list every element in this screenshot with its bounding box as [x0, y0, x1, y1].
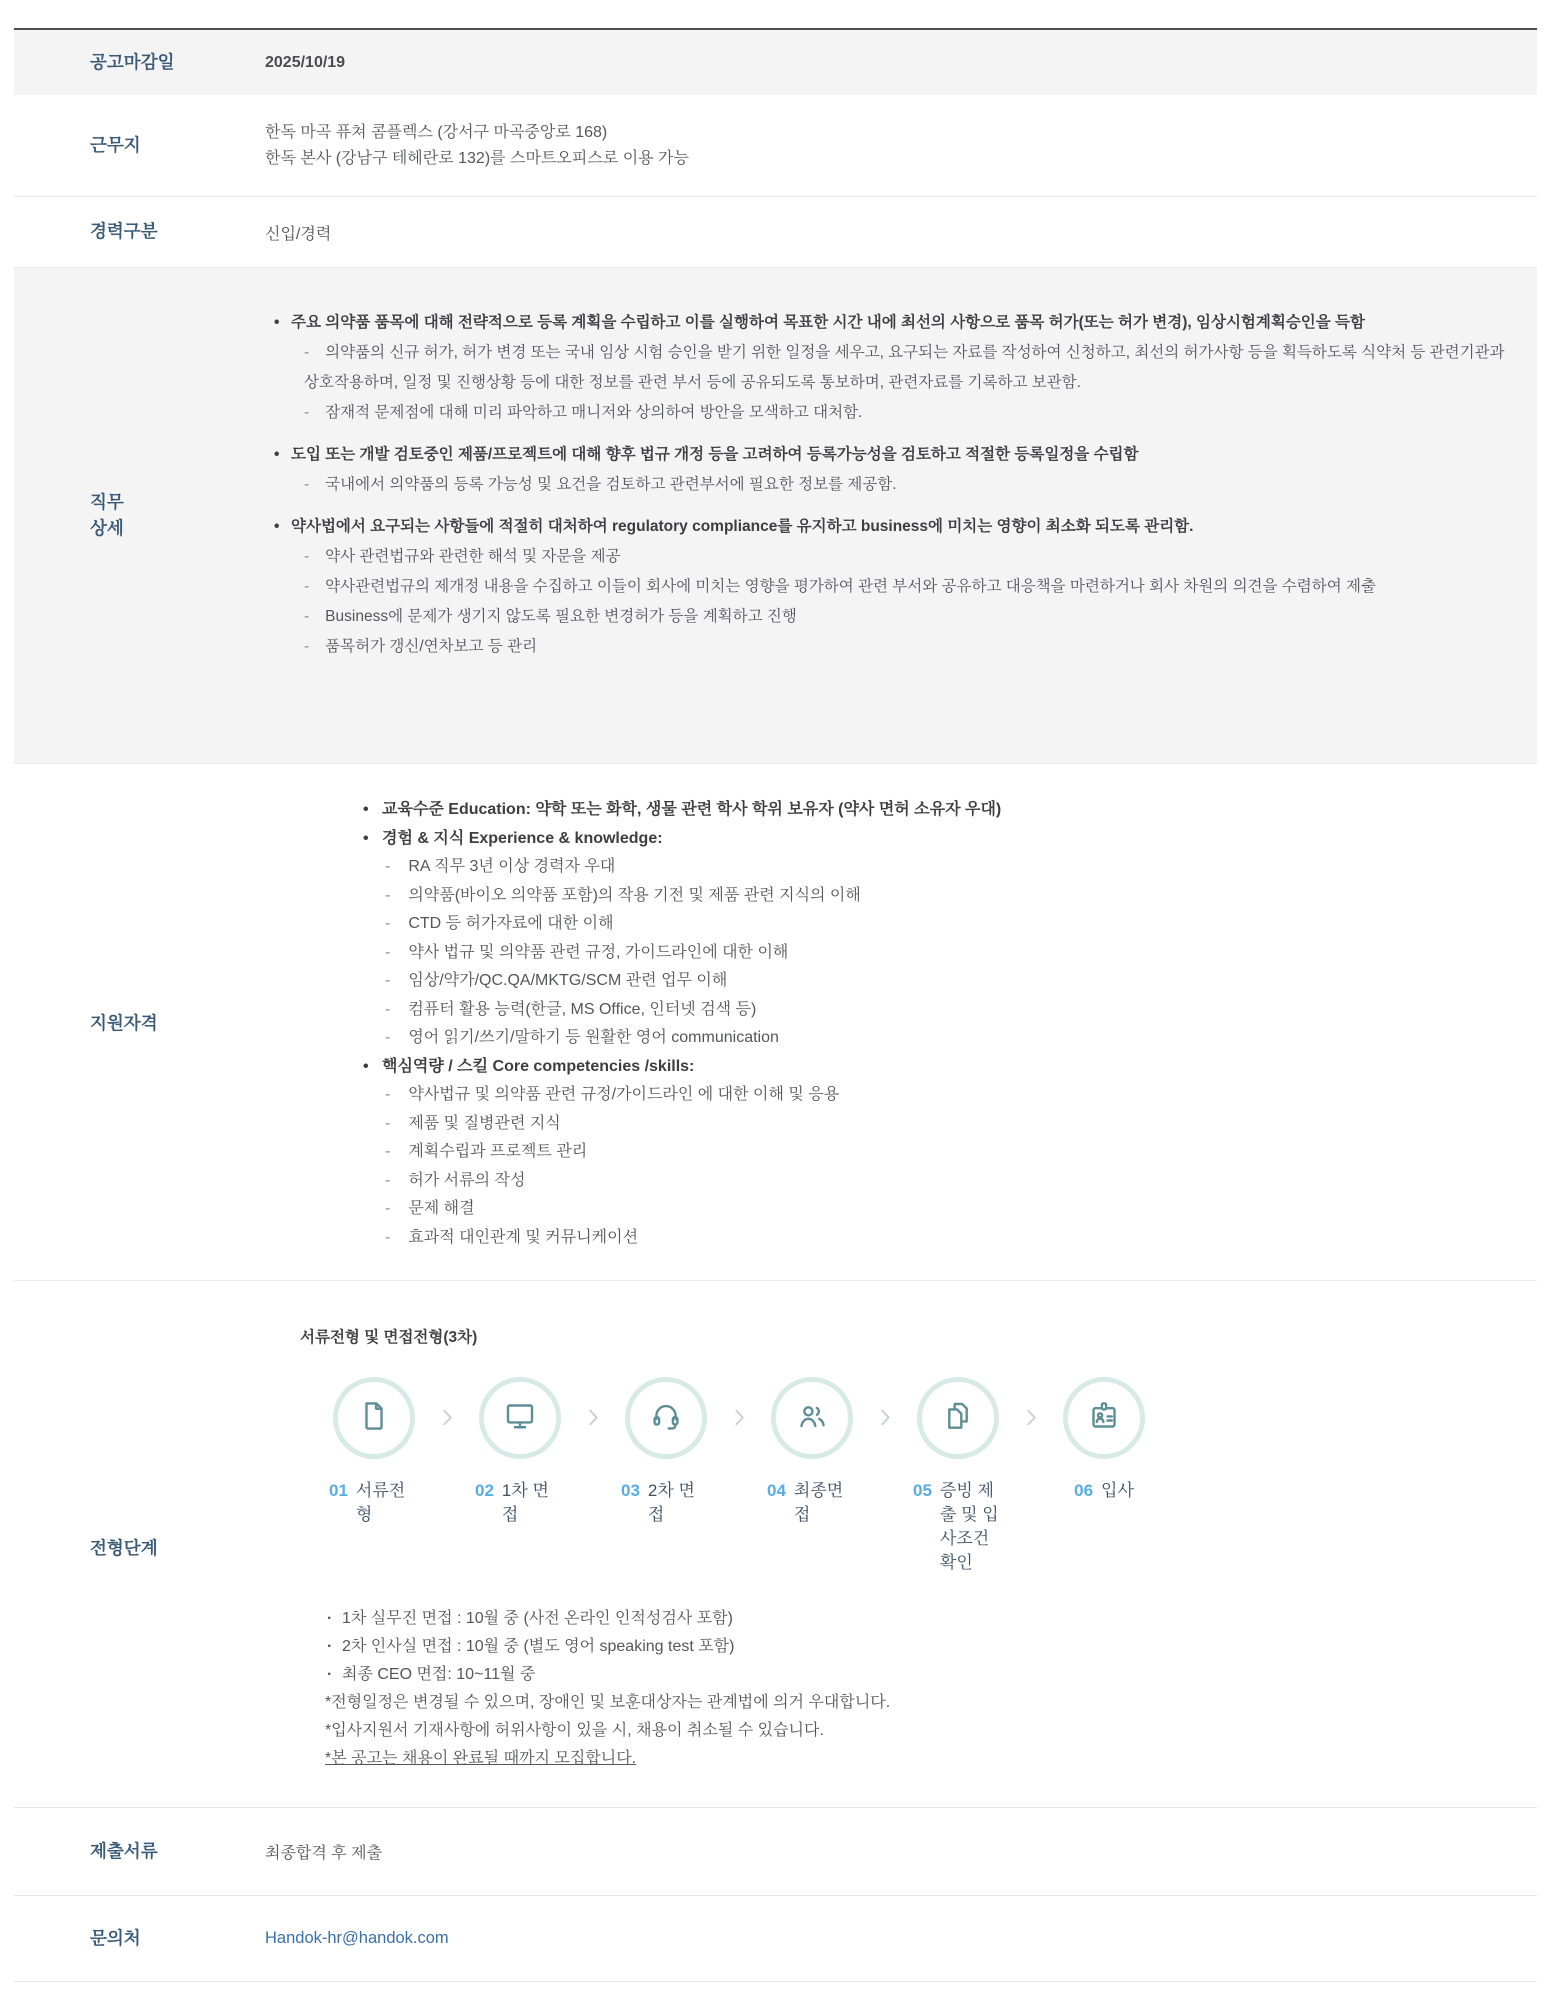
step-2-first-interview — [475, 1377, 565, 1527]
job-detail-group — [265, 308, 1523, 428]
contact-email-link[interactable]: Handok-hr@handok.com — [265, 1929, 449, 1947]
process-disclaimer-underlined: *본 공고는 채용이 완료될 때까지 모집합니다. — [325, 1750, 637, 1767]
chevron-right-icon — [565, 1408, 621, 1427]
qualification-sub-item: - 약사 법규 및 의약품 관련 규정, 가이드라인에 대한 이해 — [265, 939, 1523, 968]
job-detail-sub-item: - Business에 문제가 생기지 않도록 필요한 변경허가 등을 계획하고 진행 — [265, 602, 1523, 632]
step-circle — [333, 1377, 415, 1459]
step-name: 2차 면접 — [647, 1481, 695, 1524]
row-career — [14, 197, 1537, 267]
step-circle — [771, 1377, 853, 1459]
qualification-sub-item: - 계획수립과 프로젝트 관리 — [265, 1138, 1523, 1167]
document-icon — [356, 1398, 392, 1439]
row-job-detail — [14, 267, 1537, 764]
step-number: 03 — [621, 1481, 640, 1500]
qualification-sub-item: - 임상/약가/QC.QA/MKTG/SCM 관련 업무 이해 — [265, 967, 1523, 996]
qualification-sub-item: - 의약품(바이오 의약품 포함)의 작용 기전 및 제품 관련 지식의 이해 — [265, 882, 1523, 911]
chevron-right-icon — [711, 1408, 767, 1427]
process-label: 전형단계 — [90, 1538, 158, 1559]
qualification-sub-item: - 허가 서류의 작성 — [265, 1167, 1523, 1196]
copy-documents-icon — [940, 1398, 976, 1439]
location-line-1: 한독 마곡 퓨쳐 콤플렉스 (강서구 마곡중앙로 168) — [265, 123, 608, 141]
step-circle — [625, 1377, 707, 1459]
qualification-bullet: • 교육수준 Education: 약학 또는 화학, 생물 관련 학사 학위 보유자 (약사 면허 소유자 우대) — [265, 796, 1523, 825]
chevron-right-icon — [857, 1408, 913, 1427]
process-note: · 2차 인사실 면접 : 10월 중 (별도 영어 speaking test 포함) — [325, 1633, 1523, 1661]
process-note: · 1차 실무진 면접 : 10월 중 (사전 온라인 인적성검사 포함) — [325, 1605, 1523, 1633]
process-disclaimer: *입사지원서 기재사항에 허위사항이 있을 시, 채용이 취소될 수 있습니다. — [325, 1722, 824, 1739]
job-detail-group — [265, 512, 1523, 662]
headset-icon — [648, 1398, 684, 1439]
chevron-right-icon — [1003, 1408, 1059, 1427]
row-documents — [14, 1808, 1537, 1896]
step-circle — [1063, 1377, 1145, 1459]
job-detail-group — [265, 440, 1523, 500]
job-posting-table — [14, 28, 1537, 1982]
qualification-sub-item: - RA 직무 3년 이상 경력자 우대 — [265, 853, 1523, 882]
step-circle — [479, 1377, 561, 1459]
step-6-joining — [1059, 1377, 1149, 1503]
location-line-2: 한독 본사 (강남구 테헤란로 132)를 스마트오피스로 이용 가능 — [265, 149, 689, 167]
job-detail-sub-item: - 의약품의 신규 허가, 허가 변경 또는 국내 임상 시험 승인을 받기 위한 일정을 세우고, 요구되는 자료를 작성하여 신청하고, 최선의 허가사항 등을 획득하도록 식약처 등 관련기관과 상호작용하며, 일정 및 진행상황 등에 대한 정보를 관련 부서 등에 공유되도록 통보하며, 관련자료를 기록하고 보관함. — [265, 338, 1523, 398]
step-4-final-interview — [767, 1377, 857, 1527]
qualification-sub-item: - 영어 읽기/쓰기/말하기 등 원활한 영어 communication — [265, 1024, 1523, 1053]
process-heading: 서류전형 및 면접전형(3차) — [300, 1329, 478, 1346]
people-icon — [794, 1398, 830, 1439]
step-name: 입사 — [1101, 1481, 1134, 1500]
career-value: 신입/경력 — [265, 225, 332, 243]
qualification-label: 지원자격 — [90, 1013, 158, 1034]
step-number: 02 — [475, 1481, 494, 1500]
step-name: 1차 면접 — [501, 1481, 549, 1524]
qualification-sub-item: - 문제 해결 — [265, 1195, 1523, 1224]
process-note: · 최종 CEO 면접: 10~11월 중 — [325, 1661, 1523, 1689]
qualification-bullet: • 경험 & 지식 Experience & knowledge: — [265, 825, 1523, 854]
step-number: 06 — [1074, 1481, 1094, 1500]
qualification-bullet: • 핵심역량 / 스킬 Core competencies /skills: — [265, 1053, 1523, 1082]
row-process — [14, 1281, 1537, 1808]
row-contact — [14, 1896, 1537, 1982]
job-detail-sub-item: - 약사 관련법규와 관련한 해석 및 자문을 제공 — [265, 542, 1523, 572]
job-detail-bullet: • 약사법에서 요구되는 사항들에 적절히 대처하여 regulatory compliance를 유지하고 business에 미치는 영향이 최소화 되도록 관리함. — [265, 512, 1523, 542]
id-badge-icon — [1086, 1398, 1122, 1439]
step-name: 서류전형 — [355, 1481, 406, 1524]
deadline-value: 2025/10/19 — [265, 53, 346, 71]
chevron-right-icon — [419, 1408, 475, 1427]
process-flow — [329, 1377, 1523, 1575]
step-5-proof-submission — [913, 1377, 1003, 1575]
job-detail-sub-item: - 국내에서 의약품의 등록 가능성 및 요건을 검토하고 관련부서에 필요한 정보를 제공함. — [265, 470, 1523, 500]
career-label: 경력구분 — [90, 221, 158, 242]
row-qualification — [14, 764, 1537, 1281]
bottom-spacer — [0, 1982, 1551, 2004]
deadline-label: 공고마감일 — [90, 51, 175, 72]
step-name: 증빙 제출 및 입사조건 확인 — [939, 1481, 999, 1572]
documents-value: 최종합격 후 제출 — [265, 1845, 383, 1862]
contact-label: 문의처 — [90, 1927, 141, 1948]
step-number: 04 — [767, 1481, 786, 1500]
step-number: 01 — [329, 1481, 348, 1500]
location-label: 근무지 — [90, 134, 141, 155]
step-circle — [917, 1377, 999, 1459]
job-detail-sub-item: - 품목허가 갱신/연차보고 등 관리 — [265, 632, 1523, 662]
qualification-sub-item: - 효과적 대인관계 및 커뮤니케이션 — [265, 1224, 1523, 1253]
row-deadline — [14, 30, 1537, 95]
qualification-sub-item: - 컴퓨터 활용 능력(한글, MS Office, 인터넷 검색 등) — [265, 996, 1523, 1025]
documents-label: 제출서류 — [90, 1840, 158, 1861]
process-disclaimer: *전형일정은 변경될 수 있으며, 장애인 및 보훈대상자는 관계법에 의거 우대합니다. — [325, 1694, 891, 1711]
qualification-sub-item: - 제품 및 질병관련 지식 — [265, 1110, 1523, 1139]
job-detail-sub-item: - 잠재적 문제점에 대해 미리 파악하고 매니저와 상의하여 방안을 모색하고 대처함. — [265, 398, 1523, 428]
job-detail-label: 직무 상세 — [90, 492, 124, 538]
step-number: 05 — [913, 1481, 932, 1500]
job-detail-bullet: • 주요 의약품 품목에 대해 전략적으로 등록 계획을 수립하고 이를 실행하여 목표한 시간 내에 최선의 사항으로 품목 허가(또는 허가 변경), 임상시험계획승인을 득함 — [265, 308, 1523, 338]
qualification-sub-item: - 약사법규 및 의약품 관련 규정/가이드라인 에 대한 이해 및 응용 — [265, 1081, 1523, 1110]
qualification-sub-item: - CTD 등 허가자료에 대한 이해 — [265, 910, 1523, 939]
job-detail-sub-item: - 약사관련법규의 제개정 내용을 수집하고 이들이 회사에 미치는 영향을 평가하여 관련 부서와 공유하고 대응책을 마련하거나 회사 차원의 의견을 수렴하여 제출 — [265, 572, 1523, 602]
step-1-document-screening — [329, 1377, 419, 1527]
step-3-second-interview — [621, 1377, 711, 1527]
row-location — [14, 95, 1537, 197]
job-detail-bullet: • 도입 또는 개발 검토중인 제품/프로젝트에 대해 향후 법규 개정 등을 고려하여 등록가능성을 검토하고 적절한 등록일정을 수립함 — [265, 440, 1523, 470]
monitor-icon — [502, 1398, 538, 1439]
process-notes — [325, 1605, 1523, 1689]
step-name: 최종면접 — [793, 1481, 844, 1524]
